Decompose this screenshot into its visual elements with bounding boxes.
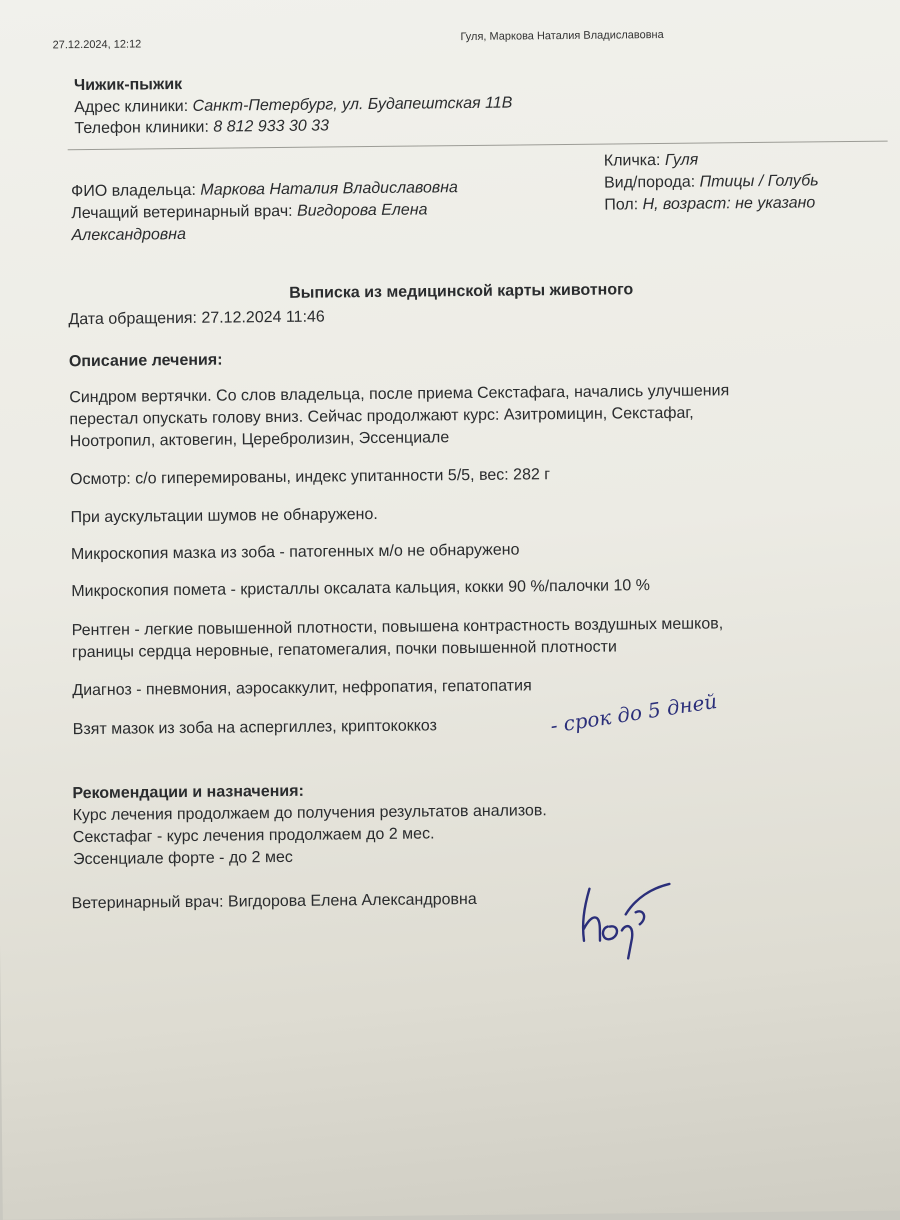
xray-text-line-2: границы сердца неровные, гепатомегалия, почки повышенной плотности [71,638,617,662]
animal-species-value: Птицы / Голубь [699,172,819,191]
clinic-phone [74,117,329,138]
clinic-address [74,95,512,118]
print-datetime: 27.12.2024, 12:12 [52,38,142,52]
attending-vet-value: Вигдорова Елена [296,201,428,220]
treatment-text-line-1: Синдром вертячки. Со слов владельца, после приема Секстафага, начались улучшения [69,382,730,407]
print-patient: Гуля, Маркова Наталия Владиславовна [460,28,664,44]
animal-sex-label: Пол: [604,196,639,214]
attending-vet-label: Лечащий ветеринарный врач: [71,202,293,223]
droppings-text: Микроскопия помета - кристаллы оксалата кальция, кокки 90 %/палочки 10 % [71,577,651,601]
attending-vet-value-cont: Александровна [71,225,187,245]
animal-sex-value: Н, возраст: не указано [642,194,816,214]
attending-vet [71,201,427,223]
clinic-address-value: Санкт-Петербург, ул. Будапештская 11В [192,94,513,115]
auscultation-text: При аускультации шумов не обнаружено. [70,505,378,527]
diagnosis-text: Диагноз - пневмония, аэросаккулит, нефропатия, гепатопатия [72,677,532,700]
clinic-address-label: Адрес клиники: [74,97,189,117]
recommendations-heading: Рекомендации и назначения: [72,782,304,803]
animal-species [604,172,819,192]
visit-date: Дата обращения: 27.12.2024 11:46 [68,308,325,329]
animal-species-label: Вид/порода: [603,173,696,192]
animal-sex-age [604,194,815,214]
document-title: Выписка из медицинской карты животного [289,281,634,302]
sample-text: Взят мазок из зоба на аспергиллез, криптококкоз [72,717,438,739]
owner-label: ФИО владельца: [71,181,197,201]
recommendation-line-3: Эссенциале форте - до 2 мес [73,848,293,869]
animal-name [604,152,699,171]
clinic-name: Чижик-пыжик [73,75,183,95]
owner-name [71,179,458,201]
treatment-heading: Описание лечения: [68,351,223,371]
clinic-phone-value: 8 812 933 30 33 [213,117,330,136]
animal-name-value: Гуля [664,151,699,169]
recommendation-line-2: Секстафаг - курс лечения продолжаем до 2 мес. [72,825,435,847]
doctor-signature-line: Ветеринарный врач: Вигдорова Елена Александровна [71,890,477,913]
handwritten-note: - срок до 5 дней [548,688,719,738]
header-divider [68,141,888,151]
clinic-phone-label: Телефон клиники: [74,118,209,138]
xray-text-line-1: Рентген - легкие повышенной плотности, повышена контрастность воздушных мешков, [71,615,724,640]
treatment-text-line-3: Ноотропил, актовегин, Церебролизин, Эссенциале [69,429,450,451]
signature-icon [569,868,690,969]
exam-text: Осмотр: с/о гиперемированы, индекс упитанности 5/5, вес: 282 г [70,466,551,489]
crop-smear-text: Микроскопия мазка из зоба - патогенных м/о не обнаружено [70,541,520,564]
treatment-text-line-2: перестал опускать голову вниз. Сейчас продолжают курс: Азитромицин, Секстафаг, [69,404,694,429]
animal-name-label: Кличка: [603,151,661,170]
recommendation-line-1: Курс лечения продолжаем до получения результатов анализов. [72,802,547,825]
owner-value: Маркова Наталия Владиславовна [200,179,458,199]
